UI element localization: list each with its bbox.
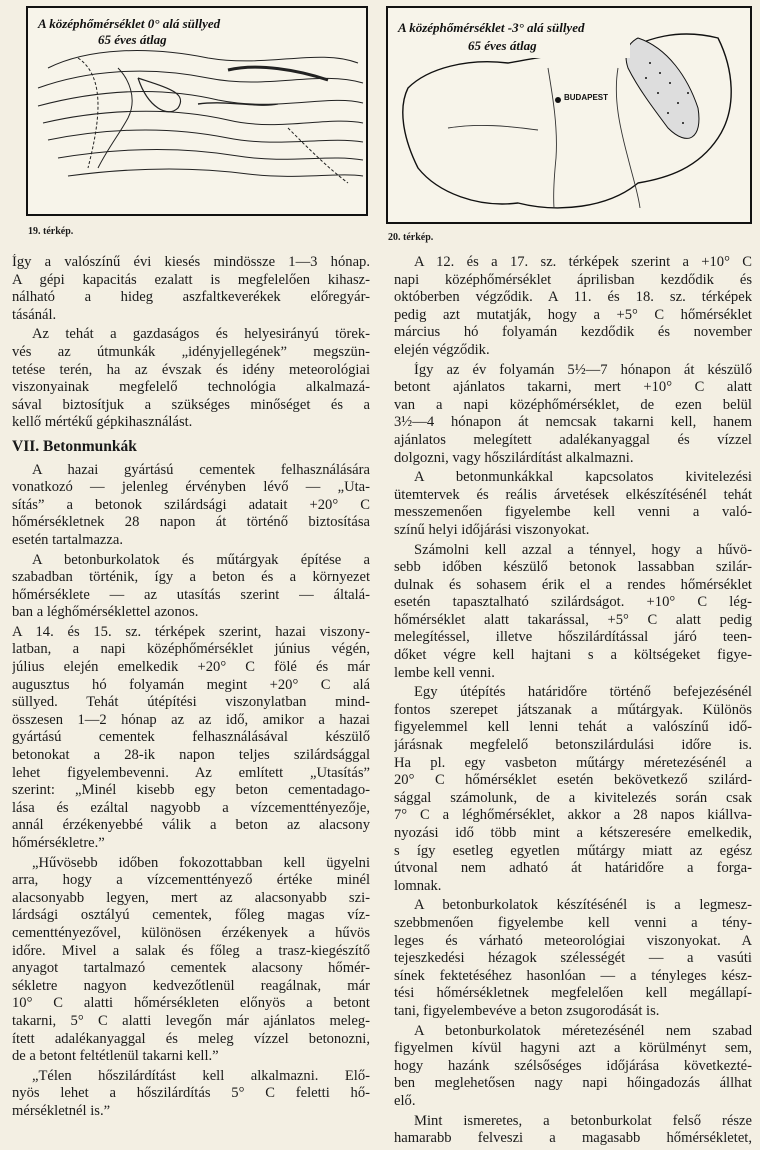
text-line: alacsonyabb legyen, mert az alacsonyabb szi- [12, 889, 370, 906]
map-19-title-line2: 65 éves átlag [98, 32, 167, 47]
paragraph [394, 684, 752, 895]
text-line: tani, figyelembevéve a beton zsugorodását is. [394, 1002, 660, 1019]
text-line: ban a léghőmérséklettel azonos. [12, 604, 199, 621]
text-line: időre. Mivel a salak és főleg a trasz-kiegészítő [12, 942, 370, 959]
text-line: fontos szerepet játszanak a műtárgyak. Különös [394, 701, 752, 718]
text-line: hogy hazánk szélsőséges időjárása következté- [394, 1057, 752, 1074]
text-line: Az tehát a gazdaságos és helyesirányú törek- [32, 326, 370, 343]
text-line: A betonburkolatok és műtárgyak építése a [32, 551, 370, 568]
text-line: sítás” a betonok szilárdsági adatait +20° C [12, 496, 370, 513]
text-line: vés az útmunkák „idényjellegének” megszün- [12, 343, 370, 360]
text-line: mérsékletnél is.” [12, 1102, 111, 1119]
text-line: ütemtervek és reális árvetések elkészítésénél tehát [394, 486, 752, 503]
text-line: lembe kell venni. [394, 664, 495, 681]
text-line: hőmérséklete — az utasítás szerint — általá- [12, 586, 370, 603]
text-line: latban, a napi középhőmérséklet június végén, [12, 641, 370, 658]
text-line: A 12. és a 17. sz. térképek szerint a +10° C [414, 254, 752, 270]
paragraph [12, 462, 370, 550]
text-line: leges és várható meteorológiai viszonyokat. A [394, 932, 752, 949]
text-line: messzemenően figyelembe kell venni a való- [394, 504, 752, 521]
text-line: arra, hogy a vízcementtényező értéke minél [12, 872, 370, 889]
text-line: hőmérséklet alatt takarással, +5° C alatt pedig [394, 611, 752, 628]
text-line: Így a valószínű évi kiesés mindössze 1—3 hónap. [12, 254, 370, 270]
text-line: betont ajánlatos takarni, mert +10° C alatt [394, 379, 752, 396]
text-line: 10° C alatti hőmérsékleten előnyös a betont [12, 995, 370, 1012]
map-19 [26, 6, 368, 216]
text-line: tejeszkedési hézagok szélességét — a vasúti [394, 950, 752, 967]
text-line: süllyed. Tehát útépítési viszonylatban mind- [12, 694, 370, 711]
text-line: színű helyi időjárási viszonyokat. [394, 521, 590, 538]
text-line: hamarabb felveszi a magasabb hőmérsékletet, [394, 1130, 752, 1147]
text-line: Számolni kell azzal a ténnyel, hogy a hűvö- [414, 541, 752, 558]
text-line: ajánlatos melegített adalékanyaggal és vízzel [394, 431, 752, 448]
text-line: anyagot tartalmazó cementek alacsony hőmér- [12, 960, 370, 977]
text-line: A gépi kapacitás ezalatt is megfelelően kihasz- [12, 271, 370, 288]
text-line: március hó folyamán kezdődik és november [394, 324, 752, 341]
text-line: július elején emelkedik +20° C fölé és már [12, 659, 370, 676]
section-heading: VII. Betonmunkák [12, 437, 137, 455]
text-line: viszonyainak megfelelő technológia alkalmazá- [12, 379, 370, 396]
map-20-city-label: BUDAPEST [564, 93, 609, 102]
text-line: A betonburkolatok készítésénél is a legmesz- [414, 897, 752, 914]
map-20-caption: 20. térkép. [388, 232, 434, 243]
text-line: elején végződik. [394, 341, 490, 358]
text-line: szabadban történik, így a beton és a környezet [12, 569, 370, 586]
text-line: szerint: „Minél kisebb egy beton cementadago- [12, 782, 370, 799]
text-line: 3½—4 hónapon át nemcsak takarni kell, hanem [394, 414, 752, 431]
left-column [12, 254, 370, 1123]
paragraph [12, 1068, 370, 1121]
paragraph [394, 542, 752, 683]
text-line: cementtényezővel, különösen érzékenyek a hűvös [12, 924, 370, 941]
text-line: van a napi középhőmérséklet, de ezen belül [394, 396, 752, 413]
text-line: augusztus hó folyamán megint +20° C alá [12, 676, 370, 693]
paragraph [394, 897, 752, 1020]
text-line: dolgozni, vagy hőszilárdítást alkalmazni. [394, 449, 634, 466]
text-line: hőmérsékletre.” [12, 835, 105, 851]
text-line: lomnak. [394, 877, 442, 894]
paragraph [394, 469, 752, 539]
text-line: lása és ezáltal nagyobb a vízcementtényezője, [12, 799, 370, 816]
text-line: A betonmunkákkal kapcsolatos kivitelezési [414, 469, 752, 486]
paragraph [394, 1113, 752, 1148]
text-line: 7° C a léghőmérséklet, akkor a 28 napos kiállva- [394, 807, 752, 824]
text-line: ben meglehetősen nagy napi hőingadozás állhat [394, 1075, 752, 1092]
paragraph [394, 1023, 752, 1111]
paragraph [12, 624, 370, 853]
text-line: nyös lehet a hőszilárdítás 5° C feletti hő- [12, 1085, 370, 1102]
text-line: de a betont feltétlenül takarni kell.” [12, 1048, 219, 1065]
text-line: dulnak és sohasem érik el a rendes hőmérséklet [394, 576, 752, 593]
text-line: nálható a hideg aszfaltkeverékek előregyár- [12, 289, 370, 306]
text-line: sával biztosítjuk a szükséges minőséget és a [12, 396, 370, 413]
text-line: sággal számolunk, de a kivitelezés során csak [394, 789, 752, 806]
text-line: 20° C hőmérséklet esetén bekövetkező szilárd- [394, 772, 752, 789]
paragraph [12, 254, 370, 324]
text-line: s így esetleg egyetlen műtárgy miatt az egész [394, 842, 752, 859]
text-line: A hazai gyártású cementek felhasználására [32, 461, 370, 478]
text-line: napi középhőmérséklet áprilisban kezdődik és [394, 271, 752, 288]
text-line: annál érzékenyebbé válik a beton az alacsony [12, 817, 370, 834]
paragraph [12, 326, 370, 432]
text-line: A 14. és 15. sz. térképek szerint, hazai viszony- [12, 623, 370, 640]
map-20-title-line2: 65 éves átlag [468, 38, 537, 53]
text-line: A betonburkolatok méretezésénél nem szabad [414, 1022, 752, 1039]
text-line: lárdsági osztályú cementek, főleg magas víz- [12, 907, 370, 924]
text-line: hőmérsékletnek 28 napon át történő biztosítása [12, 514, 370, 531]
text-line: elő. [394, 1092, 416, 1109]
text-line: dőket végre kell hajtani s a költségeket figye- [394, 647, 752, 664]
text-line: vonatkozó — jelenleg érvényben lévő — „Uta- [12, 479, 370, 496]
right-column [394, 254, 752, 1150]
text-line: betonokat a 28-ik napon teljes szilárdsággal [12, 747, 370, 764]
map-19-title-line1: A középhőmérséklet 0° alá süllyed [38, 16, 221, 31]
text-line: tetése terén, ha az évszak és idény meteorológiai [12, 361, 370, 378]
text-line: ített adalékanyaggal és meleg vízzel betonozni, [12, 1030, 370, 1047]
text-line: tési hőmérsékletnek megfelelően kell megállapí- [394, 985, 752, 1002]
text-line: pedig azt mutatják, hogy a +5° C hőmérséklet [394, 306, 752, 323]
text-line: sínek fektetéséhez hasonlóan — a tényleges kész- [394, 967, 752, 984]
text-line: összesen 1—2 hónap az az idő, amikor a hazai [12, 711, 370, 728]
text-line: Ha pl. egy vasbeton műtárgy méretezésénél a [394, 754, 752, 771]
text-line: lehet figyelembevenni. Az említett „Utasítás” [12, 764, 370, 781]
map-20 [386, 6, 752, 224]
text-line: októberben végződik. A 11. és 18. sz. térképek [394, 289, 752, 306]
text-line: kellő mértékű gépkihasználást. [12, 414, 193, 431]
text-line: járásnak megfelelő betonszilárdulási időre is. [394, 737, 752, 754]
text-line: útvonal nem adható át határidőre a forga- [394, 860, 752, 877]
text-line: „Hűvösebb időben fokozottabban kell ügyelni [32, 854, 370, 871]
map-19-caption: 19. térkép. [28, 226, 74, 237]
text-line: esetén tartalmazza. [12, 531, 123, 548]
text-line: „Télen hőszilárdítást kell alkalmazni. Elő- [32, 1067, 370, 1084]
text-line: tásánál. [12, 306, 57, 323]
text-line: Mint ismeretes, a betonburkolat felső része [414, 1112, 752, 1129]
text-line: sebb időben készülő betonok lassabban szilár- [394, 559, 752, 576]
text-line: Így az év folyamán 5½—7 hónapon át készülő [414, 361, 752, 378]
text-line: takarni, 5° C alatti levegőn már ajánlatos meleg- [12, 1012, 370, 1029]
text-line: esetén tapasztalható szilárdságot. +10° C lég- [394, 594, 752, 611]
map-20-title-line1: A középhőmérséklet -3° alá süllyed [398, 20, 585, 35]
text-line: figyelmen kívül hagyni azt a körülményt sem, [394, 1040, 752, 1057]
text-line: Egy útépítés határidőre történő befejezésénél [414, 684, 752, 701]
text-line: sékletre nagyon kedvezőtlenül reagálnak, már [12, 977, 370, 994]
text-line: szebbmenően figyelembe kell venni a tény- [394, 914, 752, 931]
text-line: melegítéssel, illetve hőszilárdítással járó teen- [394, 629, 752, 646]
text-line: nyozási idő több mint a kétszeresére emelkedik, [394, 825, 752, 841]
text-line: gyártású cementek felhasználásával készülő [12, 729, 370, 746]
paragraph [394, 362, 752, 468]
paragraph [394, 254, 752, 360]
paragraph [12, 855, 370, 1066]
paragraph [12, 552, 370, 622]
text-line: figyelemmel kell lenni tehát a valószínű idő- [394, 719, 752, 736]
